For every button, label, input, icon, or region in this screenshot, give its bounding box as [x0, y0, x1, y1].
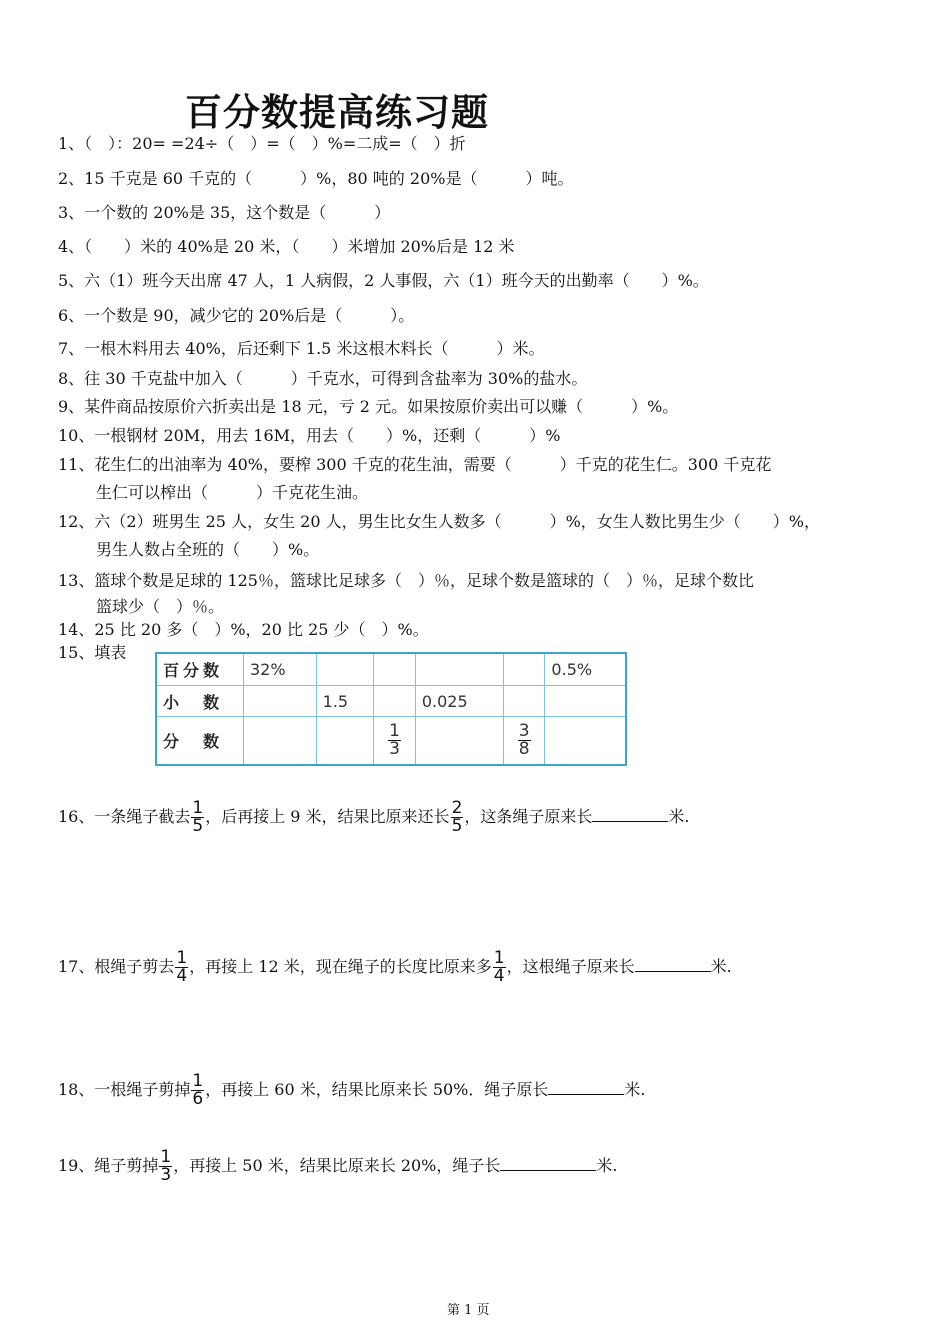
table-cell [545, 717, 626, 765]
question-3: 3、一个数的 20%是 35，这个数是（ ） [58, 203, 391, 222]
fraction-denominator: 6 [192, 1089, 204, 1109]
question-19 [58, 1149, 617, 1184]
row-header-decimal: 小 数 [156, 685, 244, 717]
table-cell [316, 653, 374, 685]
table-cell [244, 717, 317, 765]
question-14: 14、25 比 20 多（ ）%，20 比 25 少（ ）%。 [58, 620, 429, 639]
question-4: 4、（ ）米的 40%是 20 米，（ ）米增加 20%后是 12 米 [58, 237, 515, 256]
question-1: 1、（ ）：20= =24÷（ ）=（ ）%=二成=（ ）折 [58, 134, 466, 153]
fraction-numerator: 1 [176, 948, 188, 968]
question-12-line-1: 12、六（2）班男生 25 人，女生 20 人，男生比女生人数多（ ）%，女生人数比男生少（ ）%， [58, 512, 821, 531]
fraction [518, 723, 531, 758]
table-cell [503, 653, 545, 685]
text-segment: ，这条绳子原来长 [464, 807, 593, 826]
question-15: 15、填表 [58, 643, 127, 662]
table-cell: 32% [244, 653, 317, 685]
page-title: 百分数提高练习题 [185, 91, 489, 134]
text-segment: 米. [624, 1080, 646, 1099]
fraction-numerator: 3 [518, 721, 530, 742]
fraction [191, 1073, 204, 1108]
question-9: 9、某件商品按原价六折卖出是 18 元，亏 2 元。如果按原价卖出可以赚（ ）%。 [58, 397, 679, 416]
question-10: 10、一根钢材 20M，用去 16M，用去（ ）%，还剩（ ）% [58, 426, 561, 445]
text-segment: 17、根绳子剪去 [58, 957, 175, 976]
answer-blank[interactable] [635, 953, 711, 972]
text-segment: ，再接上 50 米，结果比原来长 20%，绳子长 [173, 1156, 501, 1175]
table-cell [374, 685, 416, 717]
table-cell: 1.5 [316, 685, 374, 717]
table-cell: 0.5% [545, 653, 626, 685]
question-7: 7、一根木料用去 40%，后还剩下 1.5 米这根木料长（ ）米。 [58, 339, 545, 358]
text-segment: ，再接上 60 米，结果比原来长 50%．绳子原长 [205, 1080, 549, 1099]
table-cell [374, 717, 416, 765]
text-segment: ，后再接上 9 米，结果比原来还长 [205, 807, 450, 826]
fraction-denominator: 3 [389, 739, 400, 760]
question-11-line-2: 生仁可以榨出（ ）千克花生油。 [96, 483, 369, 502]
fill-in-table [155, 652, 627, 766]
fraction [451, 800, 464, 835]
fraction-numerator: 1 [160, 1147, 172, 1167]
table-row-decimal [156, 685, 626, 717]
question-18 [58, 1073, 645, 1108]
fraction-denominator: 5 [192, 816, 204, 836]
question-13-line-2: 篮球少（ ）％。 [96, 597, 225, 616]
table-cell [503, 717, 545, 765]
question-11-line-1: 11、花生仁的出油率为 40%，要榨 300 千克的花生油，需要（ ）千克的花生仁。300 千克花 [58, 455, 772, 474]
fraction-denominator: 5 [451, 816, 463, 836]
answer-blank[interactable] [548, 1076, 624, 1095]
text-segment: 米. [596, 1156, 618, 1175]
table-cell [545, 685, 626, 717]
fraction-denominator: 8 [518, 739, 530, 760]
table-cell [374, 653, 416, 685]
fraction-denominator: 3 [160, 1165, 172, 1185]
fraction [388, 723, 401, 758]
question-16 [58, 800, 690, 835]
fraction-numerator: 1 [389, 721, 400, 742]
fraction-denominator: 4 [176, 966, 188, 986]
fraction [493, 950, 506, 985]
question-12-line-2: 男生人数占全班的（ ）%。 [96, 540, 320, 559]
question-6: 6、一个数是 90，减少它的 20%后是（ ）。 [58, 306, 415, 325]
text-segment: ，再接上 12 米，现在绳子的长度比原来多 [189, 957, 492, 976]
text-segment: ，这根绳子原来长 [506, 957, 635, 976]
fraction-numerator: 2 [451, 798, 463, 818]
fraction-numerator: 1 [192, 798, 204, 818]
page-number: 第 1 页 [447, 1303, 490, 1318]
table-cell [316, 717, 374, 765]
question-17 [58, 950, 732, 985]
text-segment: 19、绳子剪掉 [58, 1156, 159, 1175]
text-segment: 米. [668, 807, 690, 826]
text-segment: 米. [710, 957, 732, 976]
table-cell [244, 685, 317, 717]
fraction-numerator: 1 [192, 1071, 204, 1091]
fraction [175, 950, 188, 985]
table-cell [415, 653, 503, 685]
row-header-percent: 百分数 [156, 653, 244, 685]
text-segment: 18、一根绳子剪掉 [58, 1080, 191, 1099]
table-row-percent [156, 653, 626, 685]
fraction [191, 800, 204, 835]
table-cell: 0.025 [415, 685, 503, 717]
table-row-fraction [156, 717, 626, 765]
fraction-denominator: 4 [493, 966, 505, 986]
answer-blank[interactable] [592, 803, 668, 822]
question-2: 2、15 千克是 60 千克的（ ）%，80 吨的 20%是（ ）吨。 [58, 169, 574, 188]
answer-blank[interactable] [500, 1152, 596, 1171]
question-13-line-1: 13、篮球个数是足球的 125％，篮球比足球多（ ）％，足球个数是篮球的（ ）％，足球个数比 [58, 571, 754, 590]
question-5: 5、六（1）班今天出席 47 人，1 人病假，2 人事假，六（1）班今天的出勤率（ ）%。 [58, 271, 709, 290]
text-segment: 16、一条绳子截去 [58, 807, 191, 826]
row-header-fraction: 分 数 [156, 717, 244, 765]
table-cell [503, 685, 545, 717]
fraction [159, 1149, 172, 1184]
fraction-numerator: 1 [493, 948, 505, 968]
table-cell [415, 717, 503, 765]
question-8: 8、往 30 千克盐中加入（ ）千克水，可得到含盐率为 30%的盐水。 [58, 369, 588, 388]
